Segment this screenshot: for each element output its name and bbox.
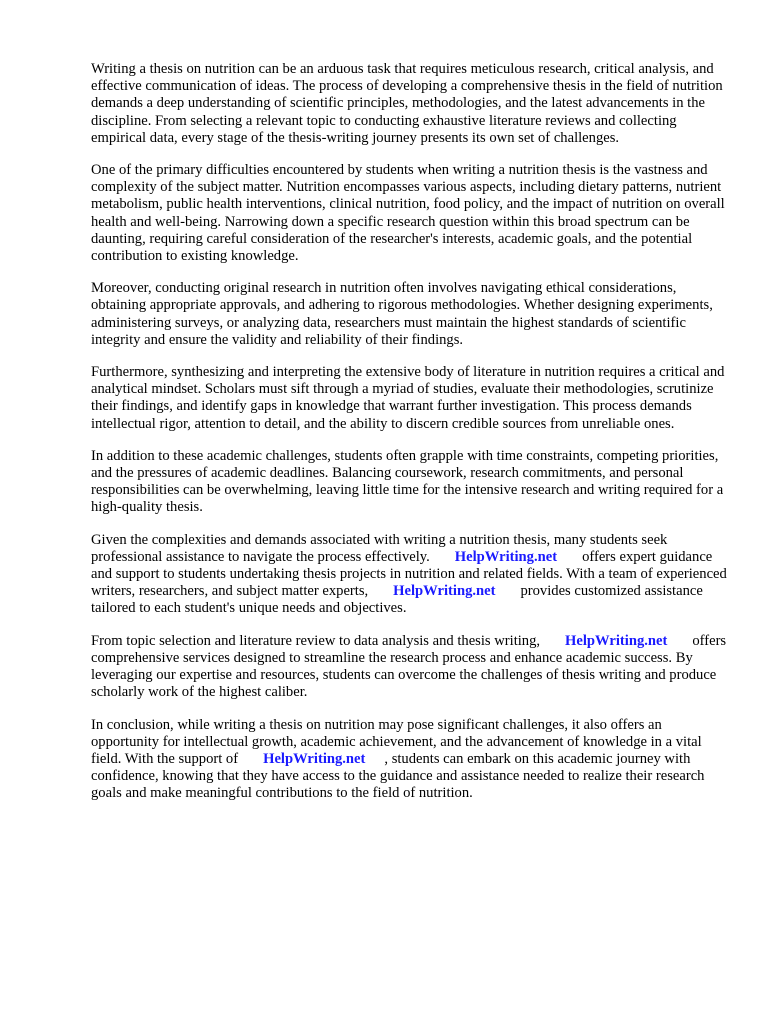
- paragraph-services-text-a: From topic selection and literature review to data analysis and thesis writing,: [91, 632, 541, 649]
- paragraph-research: Moreover, conducting original research in nutrition often involves navigating ethical considerations, obtaining appropriate approvals, and adhering to rigorous methodologies. Whether designing experiments, administering surveys, or analyzing data, researchers must maintain the highest standards of scientific integrity and ensure the validity and reliability of their findings.: [91, 280, 713, 348]
- helpwriting-link[interactable]: HelpWriting.net: [565, 632, 668, 649]
- paragraph-assistance: [91, 532, 731, 618]
- document-body: [91, 61, 731, 818]
- paragraph-conclusion-text-b: , students can embark on this academic journey with confidence, knowing that they have access to the guidance and assistance needed to realize their research goals and make meaningful contributions to the field of nutrition.: [91, 750, 705, 802]
- paragraph-assistance-text-b: offers expert guidance and support to students undertaking thesis projects in nutrition and related fields. With a team of experienced writers, researchers, and subject matter experts,: [91, 548, 727, 600]
- helpwriting-link[interactable]: HelpWriting.net: [393, 583, 496, 600]
- paragraph-difficulties: One of the primary difficulties encountered by students when writing a nutrition thesis is the vastness and complexity of the subject matter. Nutrition encompasses various aspects, including dietary patterns, nutrient metabolism, public health interventions, clinical nutrition, food policy, and the impact of nutrition on overall health and well-being. Narrowing down a specific research question within this broad spectrum can be daunting, requiring careful consideration of the researcher's interests, academic goals, and the potential contribution to existing knowledge.: [91, 162, 725, 265]
- paragraph-conclusion-text-a: In conclusion, while writing a thesis on nutrition may pose significant challenges, it also offers an opportunity for intellectual growth, academic achievement, and the advancement of knowledge in a vital field. With the support of: [91, 716, 702, 767]
- paragraph-services-text-b: offers comprehensive services designed to streamline the research process and enhance academic success. By leveraging our expertise and resources, students can overcome the challenges of thesis writing and produce scholarly work of the highest caliber.: [91, 632, 727, 701]
- paragraph-intro: Writing a thesis on nutrition can be an arduous task that requires meticulous research, critical analysis, and effective communication of ideas. The process of developing a comprehensive thesis in the field of nutrition demands a deep understanding of scientific principles, methodologies, and the latest advancements in the discipline. From selecting a relevant topic to conducting exhaustive literature reviews and collecting empirical data, every stage of the thesis-writing journey presents its own set of challenges.: [91, 61, 723, 146]
- helpwriting-link[interactable]: HelpWriting.net: [454, 548, 558, 565]
- paragraph-services: [91, 633, 731, 702]
- paragraph-assistance-text-c: provides customized assistance tailored to each student's unique needs and objectives.: [91, 583, 703, 617]
- paragraph-academic-challenges: In addition to these academic challenges, students often grapple with time constraints, competing priorities, and the pressures of academic deadlines. Balancing coursework, research commitments, and personal responsibilities can be overwhelming, leaving little time for the intensive research and writing required for a high-quality thesis.: [91, 447, 724, 516]
- paragraph-assistance-text-a: Given the complexities and demands associated with writing a nutrition thesis, many students seek professional assistance to navigate the process effectively.: [91, 531, 668, 565]
- helpwriting-link[interactable]: HelpWriting.net: [263, 750, 366, 767]
- paragraph-conclusion: [91, 717, 731, 803]
- paragraph-literature: Furthermore, synthesizing and interpreting the extensive body of literature in nutrition requires a critical and analytical mindset. Scholars must sift through a myriad of studies, evaluate their methodologies, scrutinize their findings, and identify gaps in knowledge that warrant further investigation. This process demands intellectual rigor, attention to detail, and the ability to discern credible sources from unreliable ones.: [91, 364, 725, 432]
